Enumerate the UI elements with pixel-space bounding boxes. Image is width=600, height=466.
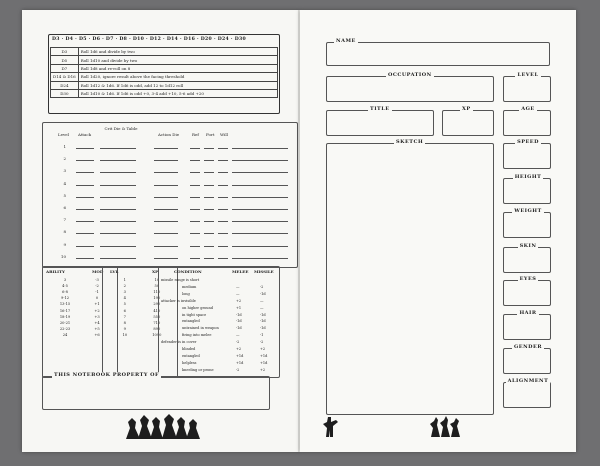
- weight-label-text: WEIGHT: [514, 208, 542, 214]
- level-entry-line[interactable]: [190, 233, 200, 234]
- level-number: 9: [63, 241, 66, 247]
- dice-row: [51, 48, 278, 56]
- condition-missile: -1d: [260, 291, 266, 296]
- ability-cell: 3: [63, 278, 67, 283]
- condition-row: [160, 353, 278, 360]
- alignment-label-text: ALIGNMENT: [507, 378, 549, 384]
- adventurers-silhouette: [122, 412, 202, 440]
- condition-missile: +1d: [260, 360, 268, 365]
- level-entry-line[interactable]: [218, 209, 228, 210]
- condition-missile: -1d: [260, 319, 266, 324]
- ability-cell: -3: [95, 278, 99, 283]
- level-entry-line[interactable]: [76, 185, 94, 186]
- level-entry-line[interactable]: [204, 185, 214, 186]
- level-entry-line[interactable]: [100, 197, 136, 198]
- level-entry-line[interactable]: [190, 246, 200, 247]
- level-entry-line[interactable]: [76, 172, 94, 173]
- level-field[interactable]: [503, 76, 551, 102]
- age-field[interactable]: [503, 110, 551, 136]
- col-attack: Attack: [78, 132, 92, 137]
- condition-row: [160, 360, 278, 367]
- level-entry-line[interactable]: [190, 221, 200, 222]
- level-entry-line[interactable]: [154, 258, 178, 259]
- condition-melee: +1d: [236, 353, 244, 358]
- skin-label-text: SKIN: [519, 243, 537, 249]
- level-entry-line[interactable]: [218, 233, 228, 234]
- age-label: [500, 106, 556, 112]
- level-row: [42, 142, 296, 154]
- condition-row: [160, 318, 278, 325]
- property-box[interactable]: [42, 376, 270, 410]
- property-label: THIS NOTEBOOK PROPERTY OF: [54, 372, 160, 378]
- level-number: 8: [63, 229, 66, 235]
- condition-melee: +1: [236, 305, 242, 310]
- col-level: Level: [58, 132, 69, 137]
- dice-rule: Roll 1d8 and re-roll on 8: [78, 64, 277, 72]
- condition-missile: -2: [260, 284, 264, 289]
- condition-melee: -1d: [236, 319, 242, 324]
- condition-row: [160, 284, 278, 291]
- fighters-silhouette: [428, 414, 462, 438]
- level-entry-line[interactable]: [218, 160, 228, 161]
- level-entry-line[interactable]: [232, 258, 288, 259]
- condition-row: [160, 332, 278, 339]
- level-entry-line[interactable]: [154, 246, 178, 247]
- ability-cell: +6: [94, 332, 100, 337]
- dice-die: D24: [51, 81, 79, 89]
- condition-name: long: [182, 291, 190, 296]
- condition-missile: -1d: [260, 326, 266, 331]
- condition-melee: -1d: [236, 312, 242, 317]
- level-entry-line[interactable]: [204, 160, 214, 161]
- condition-missile: +2: [260, 347, 266, 351]
- weight-field[interactable]: [503, 212, 551, 238]
- condition-melee: +2: [236, 298, 242, 303]
- left-page: [22, 10, 300, 452]
- eyes-label: [500, 276, 556, 282]
- level-rows: [42, 142, 296, 266]
- xp-cell: 890: [153, 326, 161, 331]
- level-entry-line[interactable]: [76, 197, 94, 198]
- col-fort: Fort: [206, 132, 215, 137]
- level-entry-line[interactable]: [190, 209, 200, 210]
- title-field[interactable]: [326, 110, 434, 136]
- skin-label: [500, 243, 556, 249]
- level-row: [42, 240, 296, 252]
- condition-missile: -1: [260, 333, 264, 338]
- dice-row: [51, 81, 278, 89]
- condition-missile: -2: [260, 340, 264, 345]
- level-entry-line[interactable]: [100, 209, 136, 210]
- level-entry-line[interactable]: [190, 160, 200, 161]
- condition-missile: +1d: [260, 353, 268, 358]
- condition-name: helpless: [182, 360, 197, 365]
- level-entry-line[interactable]: [218, 185, 228, 186]
- speed-field[interactable]: [503, 143, 551, 169]
- level-entry-line[interactable]: [76, 233, 94, 234]
- col-will: Will: [220, 132, 228, 137]
- xp-cell: 4: [123, 296, 126, 301]
- level-entry-line[interactable]: [232, 197, 288, 198]
- level-entry-line[interactable]: [204, 258, 214, 259]
- condition-row: [160, 298, 278, 305]
- level-entry-line[interactable]: [100, 233, 136, 234]
- name-label: NAME: [336, 38, 356, 44]
- level-entry-line[interactable]: [204, 209, 214, 210]
- condition-row: [160, 325, 278, 332]
- level-number: 4: [63, 180, 66, 186]
- level-table: [42, 122, 298, 268]
- alignment-field[interactable]: [503, 382, 551, 408]
- sketch-label: SKETCH: [396, 139, 424, 145]
- lvl-header: LVL: [110, 269, 119, 274]
- condition-melee: —: [236, 284, 240, 289]
- level-entry-line[interactable]: [190, 172, 200, 173]
- condition-table: [158, 266, 282, 378]
- condition-name: untrained in weapon: [182, 326, 219, 331]
- xp-label: XP: [462, 106, 471, 112]
- dice-rule: Roll 1d20, ignore result above the facing threshold: [78, 73, 277, 81]
- ability-cell: +4: [94, 320, 100, 325]
- height-label: [500, 174, 556, 180]
- xp-cell: 1090: [152, 332, 162, 337]
- ability-cell: 0: [95, 296, 99, 301]
- level-entry-line[interactable]: [232, 209, 288, 210]
- level-entry-line[interactable]: [154, 148, 178, 149]
- level-entry-line[interactable]: [154, 197, 178, 198]
- dice-rule: Roll 1d12 & 1d6. If 1d6 is odd, add 12 to 1d12 roll: [78, 81, 277, 89]
- xp-cell: 110: [153, 290, 161, 295]
- xp-cell: 190: [153, 296, 161, 301]
- level-entry-line[interactable]: [190, 148, 200, 149]
- condition-row: [160, 305, 278, 312]
- level-entry-line[interactable]: [76, 221, 94, 222]
- level-row: [42, 203, 296, 215]
- weight-label: [500, 208, 556, 214]
- height-label-text: HEIGHT: [514, 174, 542, 180]
- ability-cell: 6-8: [62, 290, 68, 295]
- condition-name: attacker is invisible: [161, 298, 196, 303]
- condition-name: missile range is short: [161, 278, 200, 282]
- ability-cell: +2: [94, 308, 100, 313]
- level-label: [500, 72, 556, 78]
- level-number: 1: [63, 144, 66, 149]
- dice-die: D30: [51, 89, 79, 97]
- level-number: 10: [60, 253, 66, 259]
- ability-cell: +5: [94, 326, 100, 331]
- level-number: 7: [63, 217, 66, 223]
- condition-name: entangled: [182, 319, 200, 324]
- level-entry-line[interactable]: [218, 246, 228, 247]
- level-entry-line[interactable]: [232, 148, 288, 149]
- ability-cell: -1: [95, 290, 99, 295]
- level-entry-line[interactable]: [190, 258, 200, 259]
- level-entry-line[interactable]: [154, 172, 178, 173]
- level-entry-line[interactable]: [204, 148, 214, 149]
- level-entry-line[interactable]: [232, 160, 288, 161]
- level-number: 3: [63, 168, 66, 174]
- condition-row: [160, 367, 278, 374]
- condition-name: firing into melee: [182, 333, 212, 338]
- ability-cell: +3: [94, 314, 100, 319]
- col-action: Action Die: [158, 132, 180, 137]
- level-row: [42, 179, 296, 191]
- level-entry-line[interactable]: [204, 246, 214, 247]
- condition-header: CONDITION: [174, 269, 202, 274]
- ability-cell: 22-23: [59, 326, 71, 331]
- ability-cell: 24: [62, 332, 68, 337]
- ability-cell: 20-21: [59, 320, 71, 325]
- skin-field[interactable]: [503, 247, 551, 273]
- level-entry-line[interactable]: [100, 258, 136, 259]
- dice-row: [51, 56, 278, 64]
- age-label-text: AGE: [521, 106, 535, 112]
- xp-cell: 1: [123, 278, 126, 283]
- level-entry-line[interactable]: [232, 233, 288, 234]
- occupation-field[interactable]: [326, 76, 494, 102]
- dice-die: D5: [51, 56, 79, 64]
- condition-melee: +1d: [236, 360, 244, 365]
- condition-name: entangled: [182, 353, 200, 358]
- xp-cell: 50: [154, 284, 160, 289]
- level-entry-line[interactable]: [154, 221, 178, 222]
- level-entry-line[interactable]: [76, 258, 94, 259]
- hair-label: [500, 310, 556, 316]
- dice-header: D3 · D4 · D5 · D6 · D7 · D8 · D10 · D12 · D14 · D16 · D20 · D24 · D30: [52, 37, 246, 42]
- ability-header: ABILITY: [46, 269, 65, 274]
- right-page: [300, 10, 576, 452]
- level-entry-line[interactable]: [154, 233, 178, 234]
- level-row: [42, 191, 296, 203]
- xp-cell: 2: [123, 284, 126, 289]
- occupation-label: OCCUPATION: [388, 72, 432, 78]
- level-entry-line[interactable]: [100, 246, 136, 247]
- level-entry-line[interactable]: [232, 221, 288, 222]
- ability-cell: +1: [94, 302, 100, 307]
- condition-melee: —: [236, 291, 240, 296]
- ability-cell: 16-17: [59, 308, 71, 313]
- level-number: 6: [63, 205, 66, 210]
- level-entry-line[interactable]: [218, 148, 228, 149]
- speed-label-text: SPEED: [517, 139, 539, 145]
- xp-cell: 5: [123, 302, 126, 307]
- warrior-silhouette: [318, 414, 340, 438]
- dice-rule: Roll 1d6 and divide by two: [78, 48, 277, 56]
- level-row: [42, 154, 296, 166]
- condition-row: [160, 277, 278, 284]
- xp-cell: 3: [123, 290, 126, 295]
- title-label: TITLE: [370, 106, 390, 112]
- xp-cell: 10: [154, 278, 160, 283]
- condition-missile: -1d: [260, 312, 266, 317]
- level-entry-line[interactable]: [232, 172, 288, 173]
- condition-name: in tight space: [182, 312, 207, 317]
- level-entry-line[interactable]: [232, 185, 288, 186]
- level-entry-line[interactable]: [154, 160, 178, 161]
- xp-cell: 410: [153, 308, 161, 313]
- condition-melee: -2: [236, 367, 240, 372]
- level-entry-line[interactable]: [76, 209, 94, 210]
- condition-row: [160, 339, 278, 346]
- dice-die: D14 & D16: [51, 73, 79, 81]
- condition-name: kneeling or prone: [182, 367, 214, 372]
- ability-cell: -2: [95, 284, 99, 289]
- level-entry-line[interactable]: [232, 246, 288, 247]
- xp-cell: 8: [123, 320, 126, 325]
- condition-melee: +2: [236, 347, 242, 351]
- condition-melee: -1d: [236, 326, 242, 331]
- level-entry-line[interactable]: [154, 185, 178, 186]
- xp-cell: 290: [153, 302, 161, 307]
- xp-cell: 710: [153, 320, 161, 325]
- level-entry-line[interactable]: [190, 185, 200, 186]
- col-crit: Crit Die & Table: [104, 126, 138, 131]
- eyes-field[interactable]: [503, 280, 551, 306]
- condition-row: [160, 312, 278, 319]
- ability-cell: 18-19: [59, 314, 71, 319]
- mod-header: MOD: [92, 269, 104, 274]
- level-row: [42, 252, 296, 264]
- condition-row: [160, 346, 278, 353]
- level-entry-line[interactable]: [204, 197, 214, 198]
- level-number: 5: [63, 192, 66, 198]
- dice-die: D3: [51, 48, 79, 56]
- level-entry-line[interactable]: [100, 185, 136, 186]
- xp-cell: 7: [123, 314, 126, 319]
- missile-header: MISSILE: [254, 269, 274, 274]
- ability-cell: 4-5: [62, 284, 68, 289]
- dice-die: D7: [51, 64, 79, 72]
- col-ref: Ref: [192, 132, 199, 137]
- level-entry-line[interactable]: [218, 221, 228, 222]
- melee-header: MELEE: [232, 269, 249, 274]
- sketch-area[interactable]: [326, 143, 494, 415]
- hair-field[interactable]: [503, 314, 551, 340]
- xp-field[interactable]: [442, 110, 494, 136]
- condition-melee: -2: [236, 340, 240, 345]
- ability-cell: 9-12: [60, 296, 70, 301]
- condition-name: on higher ground: [182, 305, 213, 310]
- dice-rows: [50, 47, 278, 98]
- xp-cell: 9: [123, 326, 126, 331]
- level-entry-line[interactable]: [100, 172, 136, 173]
- level-entry-line[interactable]: [190, 197, 200, 198]
- dice-row: [51, 89, 278, 97]
- level-entry-line[interactable]: [100, 160, 136, 161]
- level-entry-line[interactable]: [76, 160, 94, 161]
- condition-name: medium: [182, 284, 197, 289]
- height-field[interactable]: [503, 178, 551, 204]
- condition-missile: +2: [260, 367, 266, 372]
- xp-cell: 6: [123, 308, 126, 313]
- level-entry-line[interactable]: [204, 221, 214, 222]
- condition-name: defender is in cover: [161, 340, 197, 345]
- gender-field[interactable]: [503, 348, 551, 374]
- level-entry-line[interactable]: [218, 197, 228, 198]
- level-entry-line[interactable]: [100, 148, 136, 149]
- condition-missile: —: [260, 298, 264, 303]
- dice-rule: Roll 1d10 and divide by two: [78, 56, 277, 64]
- xp-cell: 10: [122, 332, 128, 337]
- gender-label: [500, 344, 556, 350]
- xp-header: XP: [152, 269, 159, 274]
- dice-rule: Roll 1d10 & 1d6. If 1d6 is odd +0, 3-4 add +10, 5-6 add +20: [78, 89, 277, 97]
- dice-row: [51, 64, 278, 72]
- level-entry-line[interactable]: [204, 172, 214, 173]
- gender-label-text: GENDER: [514, 344, 542, 350]
- hair-label-text: HAIR: [519, 310, 537, 316]
- level-entry-line[interactable]: [204, 233, 214, 234]
- condition-missile: —: [260, 305, 264, 310]
- dice-row: [51, 73, 278, 81]
- level-entry-line[interactable]: [100, 221, 136, 222]
- level-entry-line[interactable]: [218, 172, 228, 173]
- level-entry-line[interactable]: [76, 246, 94, 247]
- level-row: [42, 227, 296, 239]
- ability-cell: 13-15: [59, 302, 71, 307]
- speed-label: [500, 139, 556, 145]
- level-entry-line[interactable]: [218, 258, 228, 259]
- level-entry-line[interactable]: [154, 209, 178, 210]
- level-number: 2: [63, 156, 66, 162]
- condition-row: [160, 291, 278, 298]
- side-fields: [500, 10, 556, 452]
- alignment-label: [500, 378, 556, 384]
- level-row: [42, 166, 296, 178]
- level-row: [42, 215, 296, 227]
- level-label-text: LEVEL: [517, 72, 539, 78]
- condition-melee: —: [236, 333, 240, 338]
- xp-cell: 550: [153, 314, 161, 319]
- condition-name: blinded: [182, 347, 196, 351]
- eyes-label-text: EYES: [519, 276, 537, 282]
- level-entry-line[interactable]: [76, 148, 94, 149]
